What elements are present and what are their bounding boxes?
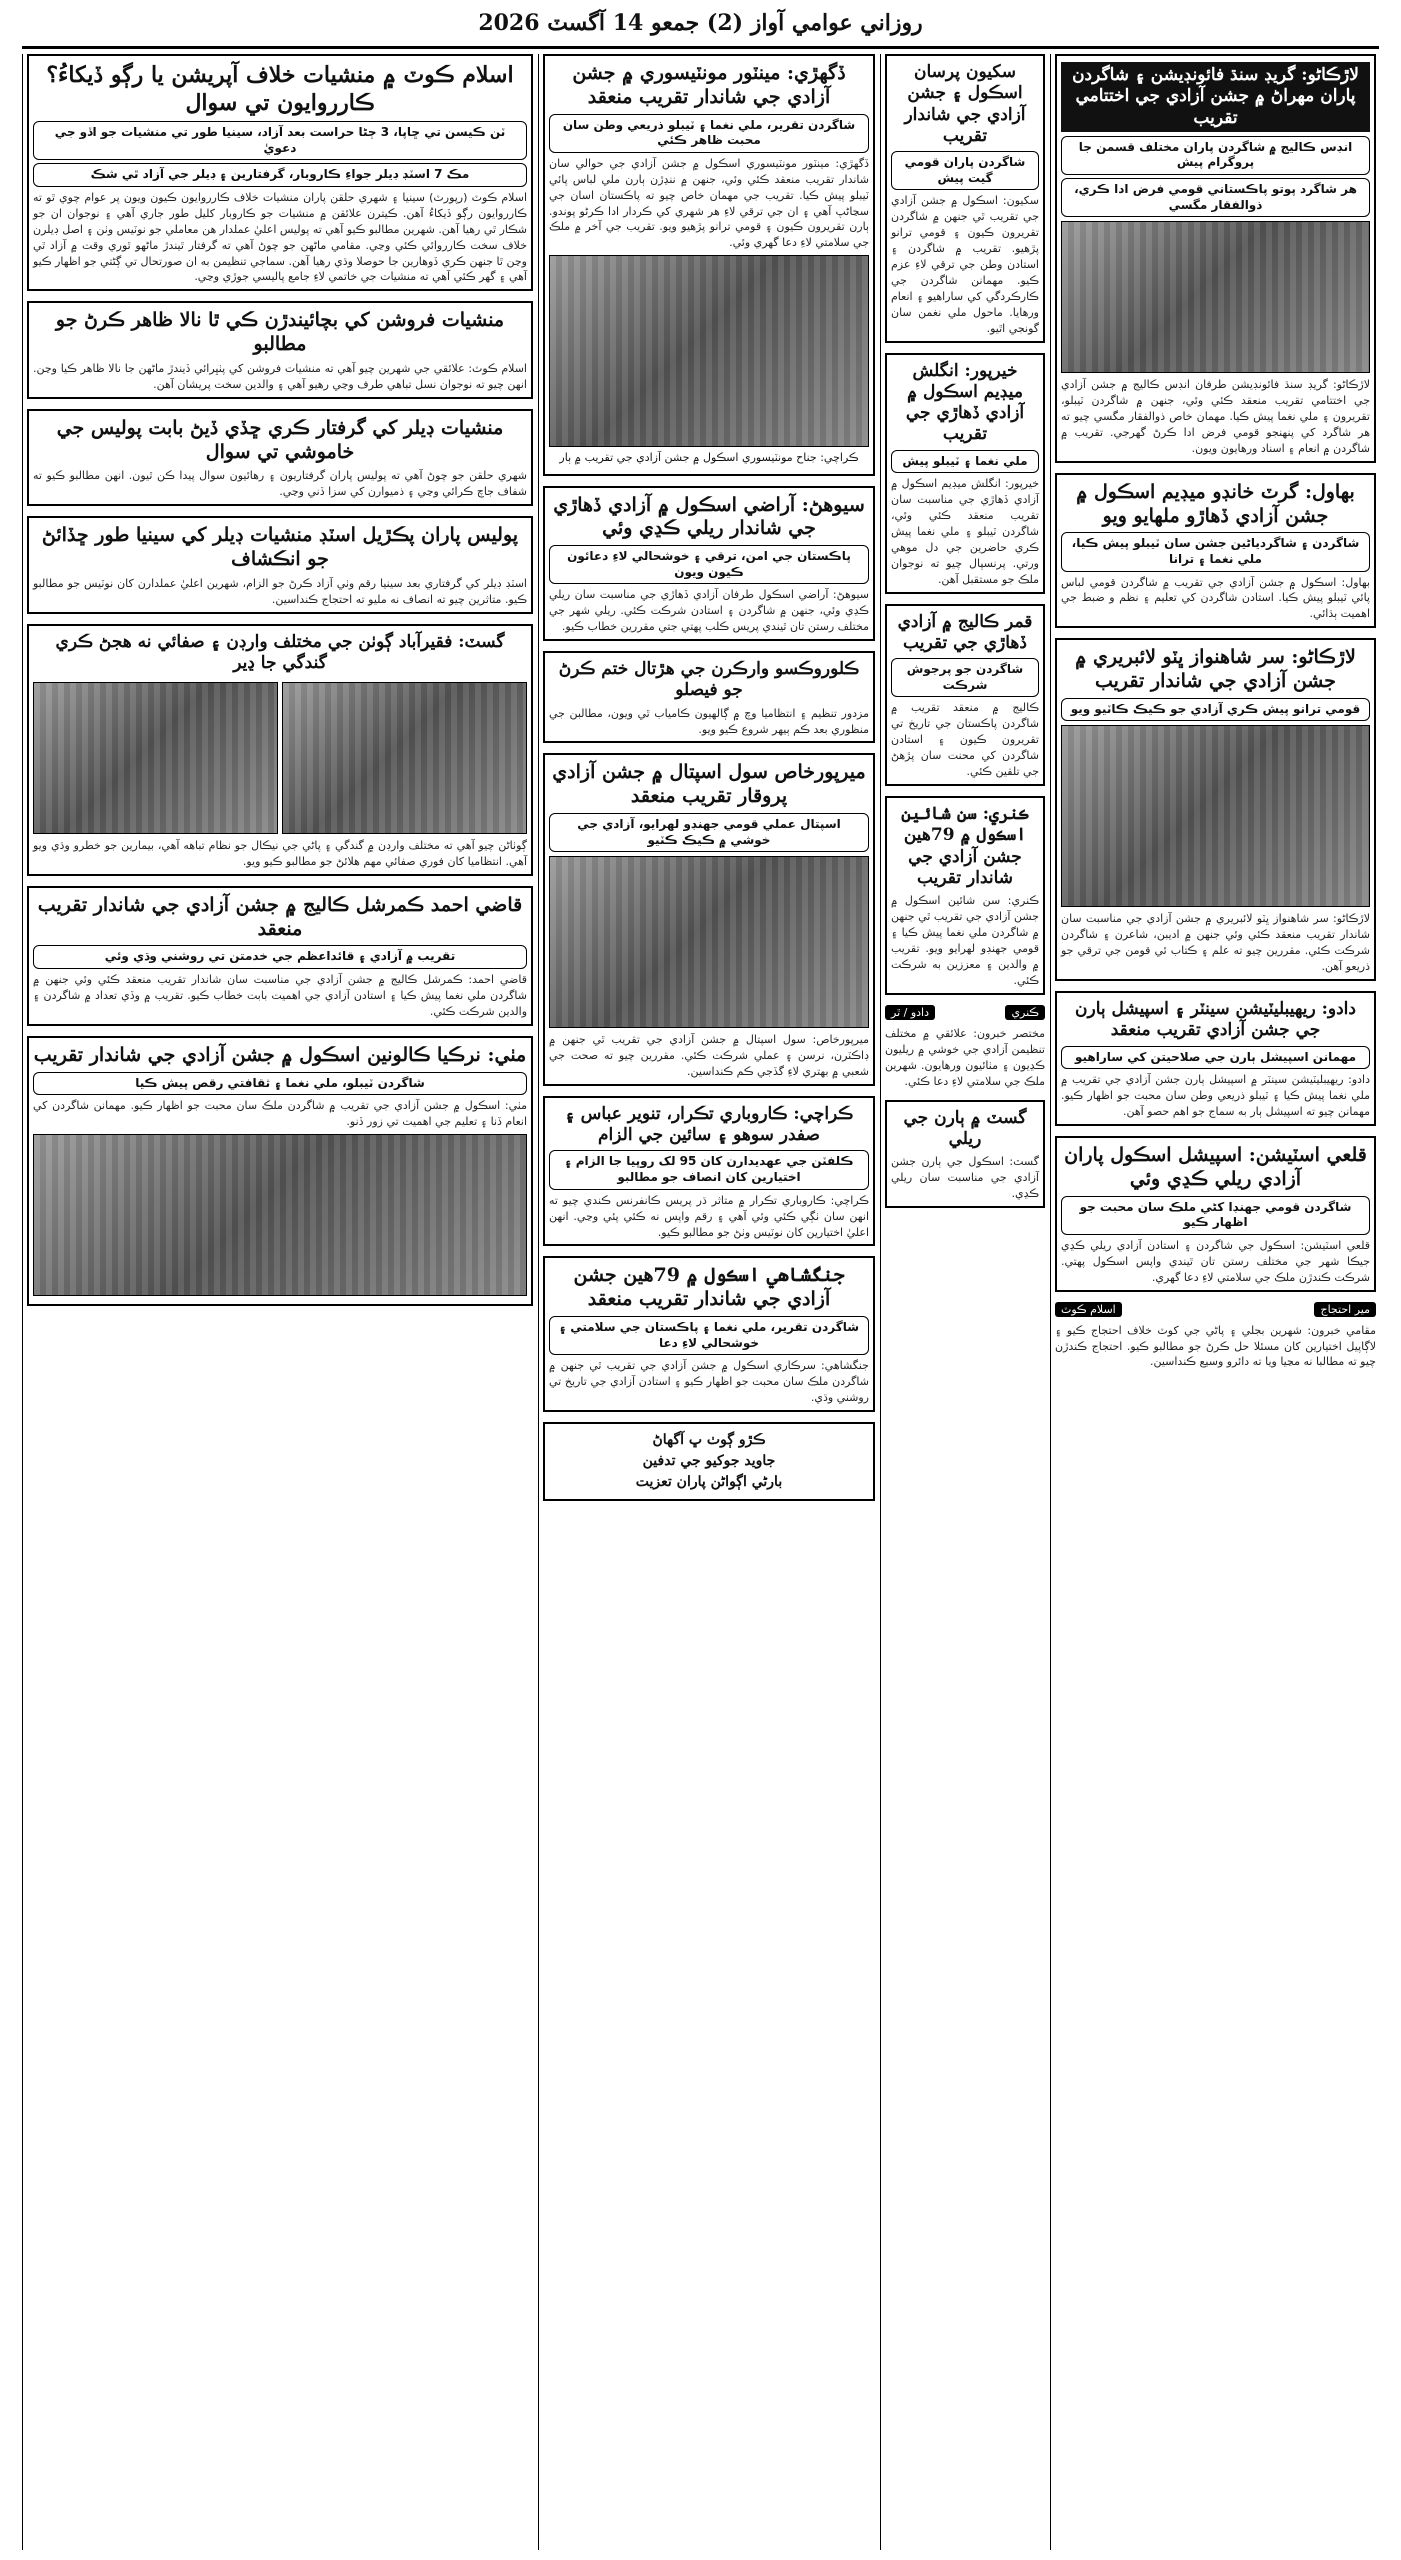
story-body: سکيون: اسڪول ۾ جشن آزادي جي تقريب ٿي جنهن ۾ شاگردن تقريرون ڪيون ۽ قومي ترانو پڙهيو. تقريب ۾ شاگردن ۽ استادن وطن جي ترقي لاءِ عزم ڪيو. مهمانن شاگردن جي ڪارڪردگي کي ساراهيو ۽ انعام ورهايا. ماحول ملي نغمن سان گونجي اٿيو. xyxy=(891,194,1039,335)
subhead: شاگردن قومي جهنڊا کڻي ملڪ سان محبت جو اظهار ڪيو xyxy=(1061,1196,1370,1235)
story-bahawal-school xyxy=(1055,473,1376,629)
story-body: مقامي خبرون: شهرين بجلي ۽ پاڻي جي کوٽ خلاف احتجاج ڪيو ۽ لاڳاپيل اختيارين کان مسئلا حل ڪرڻ جو مطالبو ڪيو. احتجاج ڪندڙن چيو ته مطالبا نه مڃيا ويا ته دائرو وسيع ڪنداسين. xyxy=(1055,1323,1376,1369)
notice-line: جاويد جوکيو جي تدفين xyxy=(642,1452,776,1469)
headline: ڪراچي: ڪاروباري تڪرار، تنوير عباس ۽ صفدر سوهو ۽ سائين جي الزام xyxy=(564,1103,854,1146)
story-kunri-sunshine xyxy=(885,796,1045,995)
headline: لاڙڪاڻو: گريڊ سنڌ فائونڊيشن ۽ شاگردن پاران مهراڻ ۾ جشن آزادي جي اختتامي تقريب xyxy=(1061,62,1370,132)
story-mithi-school xyxy=(27,1036,533,1306)
story-body: گسٽ: اسڪول جي ٻارن جشن آزادي جي مناسبت سان ريلي ڪڍي. xyxy=(891,1155,1039,1200)
subhead: هر شاگرد پوتو پاڪستاني قومي فرض ادا ڪري، ذوالفقار مگسي xyxy=(1061,178,1370,217)
news-photo xyxy=(33,1134,527,1296)
headline: سکيون پرسان اسڪول ۽ جشن آزادي جي شاندار تقريب xyxy=(904,62,1026,146)
headline: مٺي: نرڪيا ڪالونين اسڪول ۾ جشن آزادي جي شاندار تقريب xyxy=(33,1043,527,1066)
condolence-notice xyxy=(543,1422,875,1501)
story-body: مٺي: اسڪول ۾ جشن آزادي جي تقريب ۾ شاگردن ملڪ سان محبت جو اظهار ڪيو. مهمانن شاگردن کي انعام ڏنا ۽ تعليم جي اهميت تي زور ڏنو. xyxy=(33,1099,527,1129)
story-dealer-release xyxy=(27,409,533,506)
story-body: لاڙڪاڻو: سر شاهنواز ڀٽو لائبريري ۾ جشن آزادي جي مناسبت سان شاندار تقريب منعقد ڪئي وئي جنهن ۾ اديبن، شاعرن ۽ شاگردن شرڪت ڪئي. مقررين چيو ته علم ۽ ڪتاب ئي قومن جي ترقي جو ذريعو آهن. xyxy=(1061,912,1370,974)
story-body: مزدور تنظيم ۽ انتظاميا وچ ۾ ڳالهيون ڪامياب ٿي ويون، مطالبن جي منظوري بعد ڪم ٻيهر شروع ڪيو ويو. xyxy=(549,706,869,736)
story-body: قلعي اسٽيشن: اسڪول جي شاگردن ۽ استادن آزادي ريلي ڪڍي جيڪا شهر جي مختلف رستن تان ٿيندي واپس اسڪول پهتي. شرڪت ڪندڙن ملڪ جي سلامتي لاءِ دعا گهري. xyxy=(1061,1238,1370,1284)
story-body: ڪاليج ۾ منعقد تقريب ۾ شاگردن پاڪستان جي تاريخ تي تقريرون ڪيون ۽ استادن شاگردن کي محنت سان پڙهڻ جي تلقين ڪئي. xyxy=(891,701,1039,779)
story-body: اسٽڊ ڊيلر کي گرفتاري بعد سينيا رقم وٺي آزاد ڪرڻ جو الزام، شهرين اعليٰ عملدارن کان نوٽيس جو مطالبو ڪيو. متاثرين چيو ته انصاف نه مليو ته احتجاج ڪنداسين. xyxy=(33,576,527,606)
story-digri-montessori xyxy=(543,54,875,476)
masthead-title: روزاني عوامي آواز (2) جمعو 14 آگسٽ 2026 xyxy=(478,10,923,36)
story-sakhiyon-school xyxy=(885,54,1045,343)
story-qazi-ahmed-college xyxy=(27,886,533,1026)
masthead xyxy=(0,0,1401,46)
story-islamkot-operation xyxy=(27,54,533,291)
story-body: ڏگهڙي: مينٽور مونٽيسوري اسڪول ۾ جشن آزادي جي حوالي سان شاندار تقريب منعقد ڪئي وئي، جنهن ۾ ننڍڙن ٻارن ملي لباس پائي ٽيبلو پيش ڪيا. تقريب جي مهمان خاص چيو ته پاڪستان اسان جي سڃاڻپ آهي ۽ ان جي ترقي لاءِ هر شهري کي ڪردار ادا ڪرڻو پوندو. ٻارن تقريرون ڪيون ۽ قومي ترانو پڙهيو ويو. تقريب جي آخر ۾ ملڪ جي سلامتي لاءِ دعا گهري وئي. xyxy=(549,156,869,250)
story-body: ڪنري: سن شائين اسڪول ۾ جشن آزادي جي تقريب ٿي جنهن ۾ شاگردن ملي نغما پيش ڪيا ۽ قومي جهنڊو لهرايو ويو. تقريب ۾ والدين ۽ معززين به شرڪت ڪئي. xyxy=(891,894,1039,987)
headline: ڪلوروڪسو وارڪرن جي هڙتال ختم ڪرڻ جو فيصلو xyxy=(558,659,860,701)
news-photo xyxy=(1061,725,1370,907)
story-dadu-rehab xyxy=(1055,991,1376,1126)
subhead: اسپتال عملي قومي جهنڊو لهرايو، آزادي جي خوشي ۾ ڪيڪ ڪٽيو xyxy=(549,813,869,852)
column-4 xyxy=(1050,54,1380,2550)
story-body: لاڙڪاڻو: گريڊ سنڌ فائونڊيشن طرفان انڊس ڪاليج ۾ جشن آزادي جي اختتامي تقريب منعقد ڪئي وئي، جنهن ۾ شاگردن ٽيبلو، تقريرون ۽ ملي نغما پيش ڪيا. مهمان خاص ذوالفقار مگسي چيو ته هر شاگرد کي پنهنجو قومي فرض ادا ڪرڻ گهرجي. تقريب ۾ شاگردن ۾ انعام ۽ اسناد ورهايون ويون. xyxy=(1061,378,1370,455)
story-local-brief xyxy=(1055,1323,1376,1371)
headline: پوليس پاران پڪڙيل اسٽڊ منشيات ڊيلر کي سينيا طور ڇڏائڻ جو انڪشاف xyxy=(41,524,519,570)
subhead: ٽن ڪيسن تي ڇاپا، 3 ڄڻا حراست بعد آزاد، سينيا طور تي منشيات جو اڏو جي دعويٰ xyxy=(33,121,527,160)
story-body: ڪراچي: ڪاروباري تڪرار ۾ متاثر ڌر پريس ڪانفرنس ڪندي چيو ته انهن سان ٺڳي ڪئي وئي آهي ۽ رقم واپس نه ڪئي پئي وڃي. انهن اعليٰ اختيارين کان نوٽيس وٺڻ جو مطالبو ڪيو. xyxy=(549,1193,869,1239)
news-photo xyxy=(549,255,869,447)
subhead: شاگردن تقرير، ملي نغما ۽ پاڪستان جي سلامتي ۽ خوشحالي لاءِ دعا xyxy=(549,1316,869,1355)
subhead: شاگردن پاران قومي گيت پيش xyxy=(891,151,1039,190)
story-sehwan-rally xyxy=(543,486,875,642)
dateline-tags xyxy=(885,1005,1045,1020)
story-larkana-grid xyxy=(1055,54,1376,463)
subhead: شاگردن ٽيبلو، ملي نغما ۽ ثقافتي رقص پيش ڪيا xyxy=(33,1072,527,1096)
story-body: سيوهڻ: آراضي اسڪول طرفان آزادي ڏهاڙي جي مناسبت سان ريلي ڪڍي وئي، جنهن ۾ شاگردن ۽ استادن شرڪت ڪئي. ريلي شهر جي مختلف رستن تان ٿيندي پريس ڪلب پهتي جتي مقررين خطاب ڪيو. xyxy=(549,588,869,634)
dateline-tag: اسلام ڪوٽ xyxy=(1055,1302,1122,1317)
story-body: خيرپور: انگلش ميڊيم اسڪول ۾ آزادي ڏهاڙي جي مناسبت سان تقريب منعقد ڪئي وئي، شاگردن ٽيبلو ۽ ملي نغما پيش ڪري حاضرين جي دل موهي ورتي. پرنسپال چيو ته نوجوان ملڪ جو مستقبل آهن. xyxy=(891,477,1039,586)
headline: سيوهڻ: آراضي اسڪول ۾ آزادي ڏهاڙي جي شاندار ريلي ڪڍي وئي xyxy=(553,493,865,540)
dateline-tag: مير احتجاج xyxy=(1314,1302,1376,1317)
headline: قاضي احمد ڪمرشل ڪاليج ۾ جشن آزادي جي شاندار تقريب منعقد xyxy=(37,893,523,940)
headline: دادو: ريهيبليٽيشن سينٽر ۽ اسپيشل ٻارن جي جشن آزادي تقريب منعقد xyxy=(1075,999,1356,1041)
story-brief xyxy=(885,1026,1045,1090)
headline: گسٽ: فقيرآباد ڳوٺن جي مختلف وارڊن ۽ صفائي نه هجڻ ڪري گندگي جا ڍير xyxy=(55,631,505,673)
story-body: دادو: ريهيبليٽيشن سينٽر ۾ اسپيشل ٻارن جشن آزادي جي تقريب ۾ ملي نغما پيش ڪيا ۽ ٽيبلو ذريعي وطن سان محبت جو اظهار ڪيو. مهمانن چيو ته اسپيشل ٻار به سماج جو اهم حصو آهن. xyxy=(1061,1073,1370,1119)
story-karachi-dispute xyxy=(543,1096,875,1247)
story-body: شهري حلقن جو چوڻ آهي ته پوليس پاران گرفتاريون ۽ رهائيون سوال پيدا ڪن ٿيون. انهن مطالبو ڪيو ته شفاف جاچ ڪرائي وڃي ۽ ذميوارن کي سزا ڏني وڃي. xyxy=(33,469,527,499)
story-qalai-station xyxy=(1055,1136,1376,1292)
story-body: اسلام ڪوٽ (رپورٽ) سينيا ۽ شهري حلقن پاران منشيات خلاف ڪارروايون ڪيون ويون پر عوام چوي ٿو ته ڪارروايون رڳو ڏيکاءُ آهن. ڪيترن علائقن ۾ منشيات جو ڪاروبار کليل طور جاري آهي ۽ نوجوان ان جو شڪار ٿي رهيا آهن. شهرين مطالبو ڪيو آهي ته پوليس اعليٰ عملدار هن معاملي جو نوٽيس وٺن ۽ اصل ڊيلرن خلاف سخت ڪارروائي ڪئي وڃي. مقامي ماڻهن جو چوڻ آهي ته گرفتار ٿيندڙ ماڻهو ٿوري وقت ۾ آزاد ٿي وڃن ٿا جنهن ڪري ڏوهارين جا حوصلا وڌي رهيا آهن. سماجي تنظيمن به ان صورتحال تي ڳڻتي جو اظهار ڪيو آهي ۽ گهر ڪئي آهي ته منشيات جي خاتمي لاءِ جامع پاليسي جوڙي وڃي. xyxy=(33,190,527,284)
column-2 xyxy=(538,54,879,2550)
story-khairpur-english xyxy=(885,353,1045,594)
subhead: تقريب ۾ آزادي ۽ قائداعظم جي خدمتن تي روشني وڌي وئي xyxy=(33,945,527,969)
story-body: ميرپورخاص: سول اسپتال ۾ جشن آزادي جي تقريب ٿي جنهن ۾ ڊاڪٽرن، نرسن ۽ عملي شرڪت ڪئي. مقررين چيو ته صحت جي شعبي ۾ بهتري لاءِ گڏجي ڪم ڪنداسين. xyxy=(549,1033,869,1079)
story-body: جنگشاهي: سرڪاري اسڪول ۾ جشن آزادي جي تقريب ٿي جنهن ۾ شاگردن ملڪ سان محبت جو اظهار ڪيو ۽ استادن آزادي جي تاريخ تي روشني وڌي. xyxy=(549,1359,869,1405)
headline: ڪنري: سن شائين اسڪول ۾ 79هين جشن آزادي جي شاندار تقريب xyxy=(901,804,1029,888)
story-drug-protectors xyxy=(27,301,533,398)
subhead: شاگردن ۽ شاگردياڻين جشن سان ٽيبلو پيش ڪيا، ملي نغما ۽ ترانا xyxy=(1061,532,1370,571)
notice-line: ڪڙو ڳوٺ ڀ آگهاڻ xyxy=(652,1431,766,1448)
subhead: مهمانن اسپيشل ٻارن جي صلاحيتن کي ساراهيو xyxy=(1061,1046,1370,1070)
subhead: شاگردن تقرير، ملي نغما ۽ ٽيبلو ذريعي وطن سان محبت ظاهر ڪئي xyxy=(549,114,869,153)
headline: جنگشاهي اسڪول ۾ 79هين جشن آزادي جي شاندار تقريب منعقد xyxy=(573,1264,845,1311)
headline: ڏگهڙي: مينٽور مونٽيسوري ۾ جشن آزادي جي شاندار تقريب منعقد xyxy=(572,62,846,108)
photo-caption: ڪراچي: جناح مونٽيسوري اسڪول ۾ جشن آزادي جي تقريب ۾ ٻار xyxy=(559,451,859,465)
headline: قلعي اسٽيشن: اسپيشل اسڪول پاران آزادي ريلي ڪڍي وئي xyxy=(1064,1144,1367,1190)
story-mirpurkhas-hospital xyxy=(543,753,875,1086)
story-body: قاضي احمد: ڪمرشل ڪاليج ۾ جشن آزادي جي مناسبت سان شاندار تقريب منعقد ڪئي وئي جنهن ۾ شاگردن ملي نغما پيش ڪيا ۽ استادن آزادي جي اهميت بابت خطاب ڪيو. تقريب ۾ وڏي تعداد ۾ شاگردن ۽ والدين شرڪت ڪئي. xyxy=(33,973,527,1018)
dateline-tag: ڪنري xyxy=(1005,1005,1045,1020)
dateline-tags xyxy=(1055,1302,1376,1317)
headline: لاڙڪاڻو: سر شاهنواز ڀٽو لائبريري ۾ جشن آزادي جي شاندار تقريب xyxy=(1075,646,1356,693)
story-larkana-library xyxy=(1055,638,1376,981)
notice-line: بارڻي اڳواڻن پاران تعزيت xyxy=(635,1473,783,1490)
story-gust-rally xyxy=(885,1100,1045,1208)
story-body: ڳوٺاڻن چيو آهي ته مختلف وارڊن ۾ گندگي ۽ پاڻي جي نيڪال جو نظام تباهه آهي، بيمارين جو خطرو وڌي ويو آهي. انتظاميا کان فوري صفائي مهم هلائڻ جو مطالبو ڪيو ويو. xyxy=(33,839,527,868)
subhead: شاگردن جو پرجوش شرڪت xyxy=(891,658,1039,697)
dateline-tag: دادو / ٿر xyxy=(885,1005,935,1020)
subhead: پاڪستان جي امن، ترقي ۽ خوشحالي لاءِ دعائون ڪيون ويون xyxy=(549,545,869,584)
subhead: انڊس ڪاليج ۾ شاگردن پاران مختلف قسمن جا پروگرام پيش xyxy=(1061,136,1370,175)
news-photo xyxy=(1061,221,1370,373)
subhead: قومي ترانو پيش ڪري آزادي جو ڪيڪ ڪاٽيو ويو xyxy=(1061,698,1370,722)
headline: منشيات فروشن کي بچائيندڙن ڪي ٿا نالا ظاهر ڪرڻ جو مطالبو xyxy=(55,309,505,356)
story-qamar-college xyxy=(885,604,1045,786)
story-workers-strike xyxy=(543,651,875,743)
headline: قمر ڪاليج ۾ آزادي ڏهاڙي جي تقريب xyxy=(897,611,1033,654)
subhead: مڪ 7 اسٽڊ ڊيلر جواءِ ڪاروبار، گرفتارين ۽ ڊيلر جي آزاد ٿي شڪ xyxy=(33,163,527,187)
story-jungshahi-school xyxy=(543,1256,875,1412)
column-1 xyxy=(22,54,537,2550)
story-gust-sanitation xyxy=(27,624,533,876)
headline: اسلام ڪوٽ ۾ منشيات خلاف آپريشن يا رڳو ڏيکاءُ؟ ڪارروايون تي سوال xyxy=(46,62,514,116)
subhead: ملي نغما ۽ ٽيبلو پيش xyxy=(891,450,1039,474)
subhead: ڪلفٽن جي عهديدارن کان 95 لک روپيا جا الزام ۽ اختيارين کان انصاف جو مطالبو xyxy=(549,1150,869,1189)
headline: خيرپور: انگلش ميڊيم اسڪول ۾ آزادي ڏهاڙي جي تقريب xyxy=(905,360,1025,445)
masthead-rule xyxy=(22,46,1379,49)
headline: گسٽ ۾ ٻارن جي ريلي xyxy=(903,1107,1027,1149)
story-body: بهاول: اسڪول ۾ جشن آزادي جي تقريب ۾ شاگردن قومي لباس پائي ٽيبلو پيش ڪيا. استادن شاگردن کي تعليم ۽ نظم و ضبط جي اهميت ٻڌائي. xyxy=(1061,575,1370,621)
headline: بهاول: گرٽ خانڊو ميڊيم اسڪول ۾ جشن آزادي ڏهاڙو ملهايو ويو xyxy=(1076,480,1355,527)
story-body: مختصر خبرون: علائقي ۾ مختلف تنظيمن آزادي جي خوشي ۾ ريليون ڪڍيون ۽ مٺائيون ورهايون. شهرين ملڪ جي سلامتي لاءِ دعا ڪئي. xyxy=(885,1026,1045,1088)
column-3 xyxy=(880,54,1049,2550)
story-police-bribe xyxy=(27,516,533,613)
story-body: اسلام ڪوٽ: علائقي جي شهرين چيو آهي ته منشيات فروشن کي پٺڀرائي ڏيندڙ ماڻهن جا نالا ظاهر ڪيا وڃن. انهن چيو ته نوجوان نسل تباهي طرف وڃي رهيو آهي ۽ والدين سخت پريشان آهن. xyxy=(33,361,527,391)
news-photo xyxy=(33,682,278,834)
headline: منشيات ڊيلر کي گرفتار ڪري ڇڏي ڏيڻ بابت پوليس جي خاموشي تي سوال xyxy=(56,416,504,463)
news-photo xyxy=(282,682,527,834)
headline: ميرپورخاص سول اسپتال ۾ جشن آزادي پروقار تقريب منعقد xyxy=(552,761,866,808)
news-photo xyxy=(549,856,869,1028)
